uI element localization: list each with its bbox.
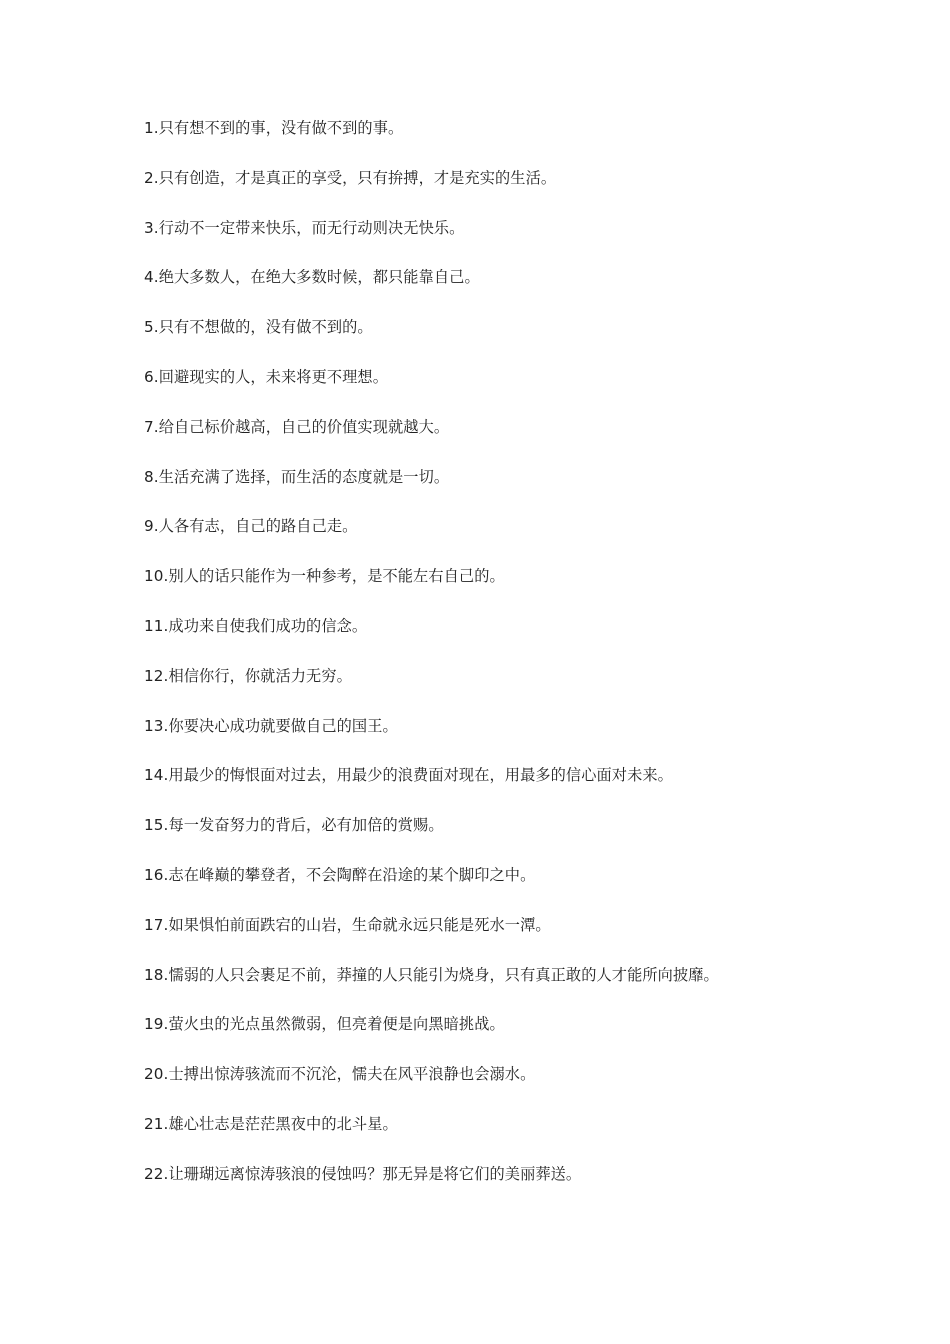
quote-item-19: 19.萤火虫的光点虽然微弱，但亮着便是向黑暗挑战。 bbox=[144, 1015, 505, 1034]
quote-item-1: 1.只有想不到的事，没有做不到的事。 bbox=[144, 119, 404, 137]
quote-item-3: 3.行动不一定带来快乐，而无行动则决无快乐。 bbox=[144, 218, 465, 237]
quote-item-8: 8.生活充满了选择，而生活的态度就是一切。 bbox=[144, 467, 450, 486]
quote-item-10: 10.别人的话只能作为一种参考，是不能左右自己的。 bbox=[144, 567, 505, 586]
quote-item-5: 5.只有不想做的，没有做不到的。 bbox=[144, 318, 373, 337]
quote-item-16: 16.志在峰巅的攀登者，不会陶醉在沿途的某个脚印之中。 bbox=[144, 865, 536, 884]
quote-item-12: 12.相信你行，你就活力无穷。 bbox=[144, 666, 352, 685]
quote-item-18: 18.懦弱的人只会裹足不前，莽撞的人只能引为烧身，只有真正敢的人才能所向披靡。 bbox=[144, 965, 719, 984]
quote-item-6: 6.回避现实的人，未来将更不理想。 bbox=[144, 367, 389, 386]
quote-item-7: 7.给自己标价越高，自己的价值实现就越大。 bbox=[144, 417, 450, 436]
quote-item-2: 2.只有创造，才是真正的享受，只有拚搏，才是充实的生活。 bbox=[144, 168, 557, 187]
quote-item-11: 11.成功来自使我们成功的信念。 bbox=[144, 616, 368, 635]
quote-item-15: 15.每一发奋努力的背后，必有加倍的赏赐。 bbox=[144, 816, 444, 835]
quote-item-22: 22.让珊瑚远离惊涛骇浪的侵蚀吗？那无异是将它们的美丽葬送。 bbox=[144, 1164, 582, 1183]
quote-item-13: 13.你要决心成功就要做自己的国王。 bbox=[144, 716, 398, 735]
quote-item-14: 14.用最少的悔恨面对过去，用最少的浪费面对现在，用最多的信心面对未来。 bbox=[144, 766, 673, 785]
quote-item-20: 20.士搏出惊涛骇流而不沉沦，懦夫在风平浪静也会溺水。 bbox=[144, 1065, 536, 1084]
quote-list bbox=[144, 115, 864, 1211]
quote-item-17: 17.如果惧怕前面跌宕的山岩，生命就永远只能是死水一潭。 bbox=[144, 915, 551, 934]
quote-item-21: 21.雄心壮志是茫茫黑夜中的北斗星。 bbox=[144, 1114, 398, 1133]
quote-item-4: 4.绝大多数人，在绝大多数时候，都只能靠自己。 bbox=[144, 268, 480, 287]
quote-item-9: 9.人各有志，自己的路自己走。 bbox=[144, 517, 358, 536]
